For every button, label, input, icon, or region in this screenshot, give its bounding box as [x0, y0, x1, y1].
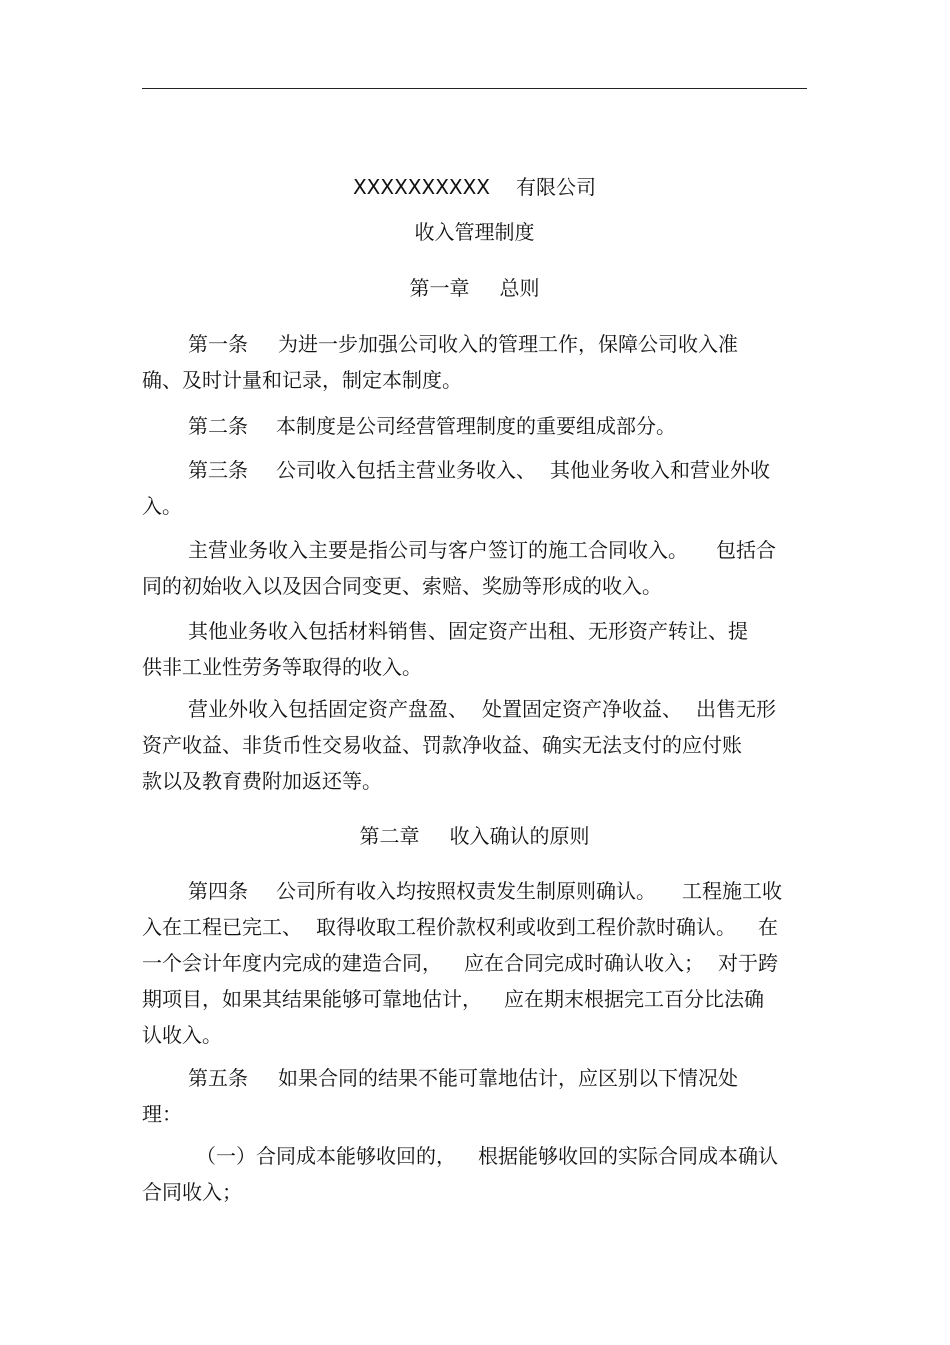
- company-suffix: 有限公司: [516, 175, 596, 199]
- article-3-text-1a: 公司收入包括主营业务收入、: [276, 458, 536, 482]
- article-5-text-1: 如果合同的结果不能可靠地估计，应区别以下情况处: [278, 1066, 738, 1090]
- item-1-text-2: 合同收入；: [142, 1180, 242, 1204]
- paragraph-other-business: [142, 613, 807, 685]
- article-5: [142, 1060, 807, 1132]
- document-title: 收入管理制度: [414, 220, 535, 244]
- article-4-text-1b: 工程施工收: [682, 879, 782, 903]
- article-1-text-1: 为进一步加强公司收入的管理工作，保障公司收入准: [278, 332, 738, 356]
- article-4: [142, 873, 807, 1053]
- article-4-text-3a: 一个会计年度内完成的建造合同，: [142, 951, 442, 975]
- article-2: [142, 408, 807, 444]
- chapter-2-number: 第二章: [359, 824, 420, 848]
- chapter-1-name: 总则: [499, 276, 540, 300]
- article-4-text-3b: 应在合同完成时确认收入；: [464, 951, 704, 975]
- company-code: XXXXXXXXXX: [352, 175, 490, 199]
- paragraph-main-business: [142, 532, 807, 604]
- main-business-text-1a: 主营业务收入主要是指公司与客户签订的施工合同收入。: [188, 538, 688, 562]
- chapter-2-name: 收入确认的原则: [449, 824, 590, 848]
- article-5-label: 第五条: [188, 1066, 248, 1090]
- article-4-text-2a: 入在工程已完工、: [142, 915, 302, 939]
- article-2-label: 第二条: [188, 414, 248, 438]
- company-name: [142, 173, 807, 201]
- article-1-label: 第一条: [188, 332, 248, 356]
- article-4-label: 第四条: [188, 879, 248, 903]
- article-4-text-4b: 应在期末根据完工百分比法确: [504, 987, 764, 1011]
- article-4-text-2b: 取得收取工程价款权利或收到工程价款时确认。: [316, 915, 736, 939]
- other-business-text-2: 供非工业性劳务等取得的收入。: [142, 655, 422, 679]
- article-1-text-2: 确、及时计量和记录，制定本制度。: [142, 368, 462, 392]
- article-3-text-1b: 其他业务收入和营业外收: [550, 458, 770, 482]
- article-5-text-2: 理：: [142, 1102, 182, 1126]
- non-operating-text-1a: 营业外收入包括固定资产盘盈、: [188, 697, 468, 721]
- article-4-text-5: 认收入。: [142, 1023, 222, 1047]
- non-operating-text-2: 资产收益、非货币性交易收益、罚款净收益、确实无法支付的应付账: [142, 733, 742, 757]
- article-2-text-1: 本制度是公司经营管理制度的重要组成部分。: [276, 414, 676, 438]
- article-3: [142, 452, 807, 524]
- article-4-text-2c: 在: [758, 915, 778, 939]
- item-1-text-1a: 合同成本能够收回的，: [256, 1144, 456, 1168]
- item-1: [142, 1138, 807, 1210]
- other-business-text-1: 其他业务收入包括材料销售、固定资产出租、无形资产转让、提: [188, 619, 748, 643]
- chapter-2-heading: [142, 822, 807, 850]
- chapter-1-number: 第一章: [409, 276, 470, 300]
- article-1: [142, 326, 807, 398]
- article-4-text-4a: 期项目，如果其结果能够可靠地估计，: [142, 987, 482, 1011]
- header-rule: [142, 88, 807, 89]
- article-3-label: 第三条: [188, 458, 248, 482]
- chapter-1-heading: [142, 274, 807, 302]
- non-operating-text-1b: 处置固定资产净收益、: [482, 697, 682, 721]
- item-1-label: （一）: [196, 1144, 256, 1168]
- article-3-text-2: 入。: [142, 494, 182, 518]
- article-4-text-1a: 公司所有收入均按照权责发生制原则确认。: [276, 879, 656, 903]
- article-4-text-3c: 对于跨: [718, 951, 778, 975]
- item-1-text-1b: 根据能够收回的实际合同成本确认: [478, 1144, 778, 1168]
- main-business-text-1b: 包括合: [716, 538, 776, 562]
- non-operating-text-1c: 出售无形: [696, 697, 776, 721]
- non-operating-text-3: 款以及教育费附加返还等。: [142, 769, 382, 793]
- paragraph-non-operating: [142, 691, 807, 799]
- main-business-text-2: 同的初始收入以及因合同变更、索赔、奖励等形成的收入。: [142, 574, 662, 598]
